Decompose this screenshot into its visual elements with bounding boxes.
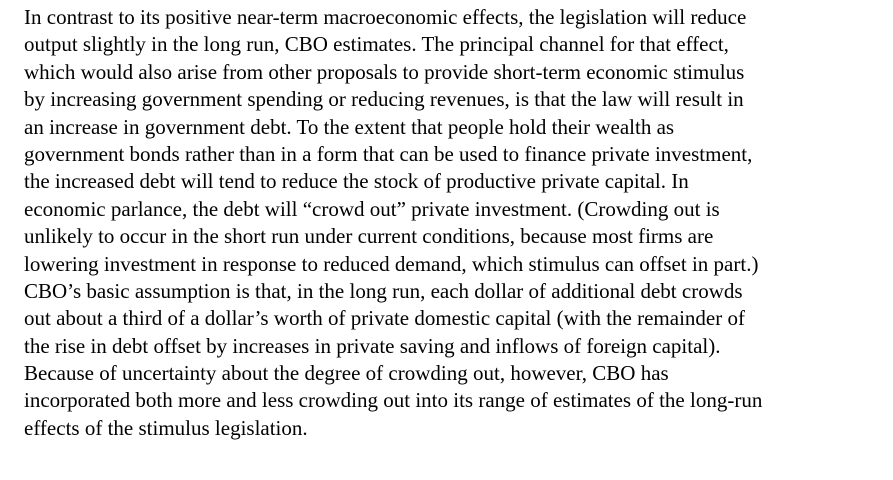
text-line: the rise in debt offset by increases in private saving and inflows of foreign capital).: [24, 333, 721, 358]
text-line: which would also arise from other proposals to provide short-term economic stimulus: [24, 59, 745, 84]
text-line: In contrast to its positive near-term macroeconomic effects, the legislation will reduce: [24, 5, 747, 29]
document-page: [24, 4, 884, 442]
text-line: CBO’s basic assumption is that, in the long run, each dollar of additional debt crowds: [24, 278, 743, 303]
text-line: an increase in government debt. To the extent that people hold their wealth as: [24, 114, 675, 139]
text-line: out about a third of a dollar’s worth of private domestic capital (with the remainder of: [24, 306, 745, 331]
text-line: Because of uncertainty about the degree of crowding out, however, CBO has: [24, 361, 669, 386]
text-line: by increasing government spending or reducing revenues, is that the law will result in: [24, 87, 744, 112]
body-paragraph: [24, 4, 884, 442]
text-line: incorporated both more and less crowding out into its range of estimates of the long-run: [24, 388, 763, 413]
text-line: economic parlance, the debt will “crowd out” private investment. (Crowding out is: [24, 196, 720, 221]
text-line: unlikely to occur in the short run under current conditions, because most firms are: [24, 224, 714, 249]
text-line: government bonds rather than in a form that can be used to finance private investment,: [24, 141, 753, 166]
text-line: the increased debt will tend to reduce the stock of productive private capital. In: [24, 169, 689, 194]
text-line: lowering investment in response to reduced demand, which stimulus can offset in part.): [24, 251, 759, 276]
text-line: output slightly in the long run, CBO estimates. The principal channel for that effect,: [24, 32, 729, 57]
text-line: effects of the stimulus legislation.: [24, 415, 308, 440]
